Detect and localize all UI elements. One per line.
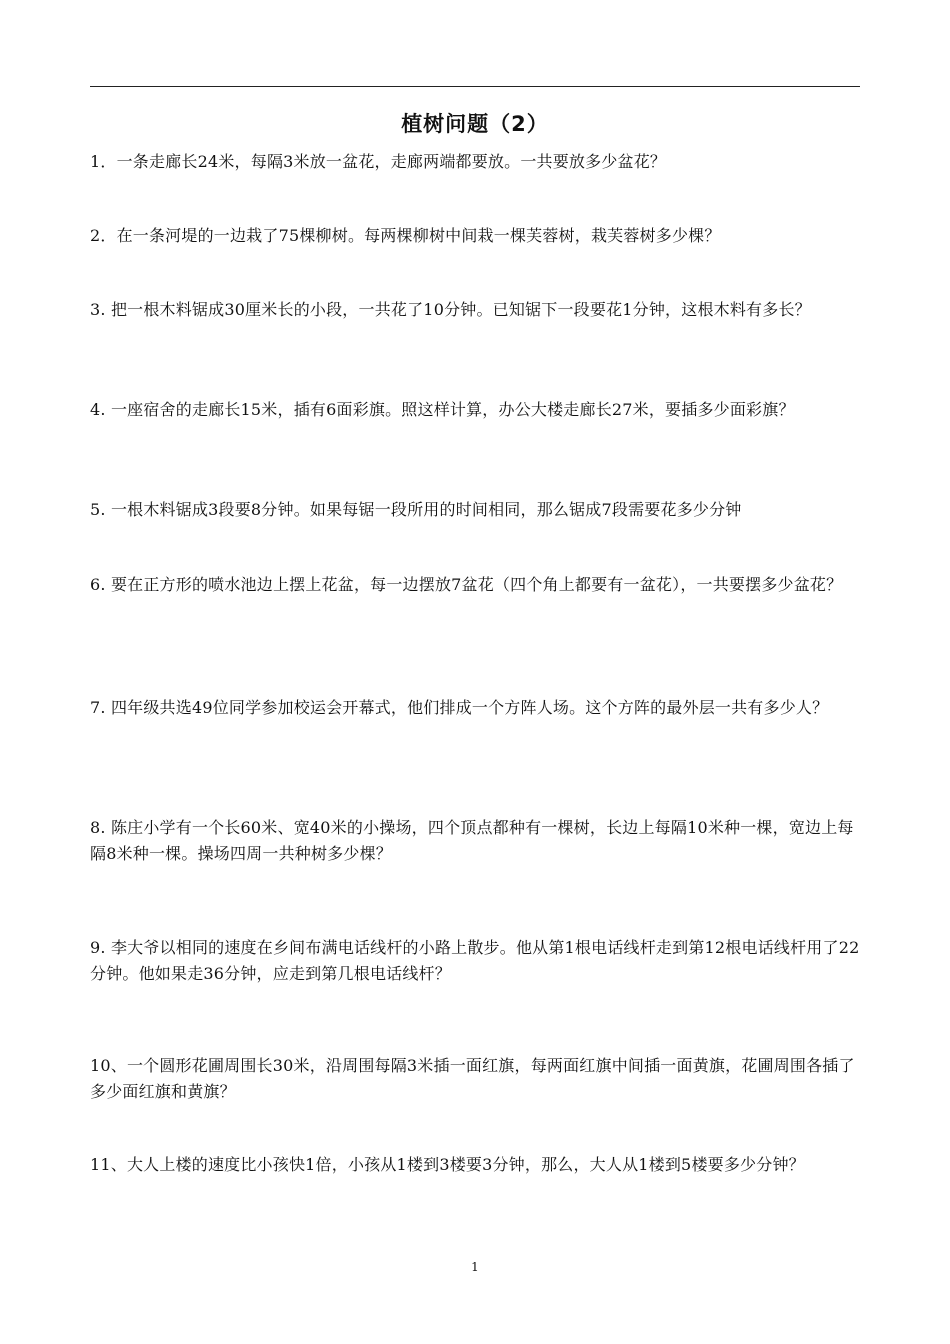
question-1: 1．一条走廊长24米，每隔3米放一盆花，走廊两端都要放。一共要放多少盆花？ (90, 152, 667, 171)
question-3: 3. 把一根木料锯成30厘米长的小段，一共花了10分钟。已知锯下一段要花1分钟，这根木料有多长？ (90, 300, 811, 319)
page-number: 1 (471, 1260, 479, 1274)
page-title: 植树问题（2） (401, 112, 549, 136)
question-5: 5. 一根木料锯成3段要8分钟。如果每锯一段所用的时间相同，那么锯成7段需要花多少分钟 (90, 500, 742, 519)
header-rule (90, 86, 860, 87)
question-4: 4. 一座宿舍的走廊长15米，插有6面彩旗。照这样计算，办公大楼走廊长27米，要插多少面彩旗？ (90, 400, 795, 419)
question-2: 2．在一条河堤的一边栽了75棵柳树。每两棵柳树中间栽一棵芙蓉树，栽芙蓉树多少棵？ (90, 226, 721, 245)
question-9: 9. 李大爷以相同的速度在乡间布满电话线杆的小路上散步。他从第1根电话线杆走到第12根电话线杆用了22分钟。他如果走36分钟，应走到第几根电话线杆？ (90, 938, 860, 983)
question-6: 6. 要在正方形的喷水池边上摆上花盆，每一边摆放7盆花（四个角上都要有一盆花），一共要摆多少盆花？ (90, 575, 843, 594)
question-8: 8. 陈庄小学有一个长60米、宽40米的小操场，四个顶点都种有一棵树，长边上每隔10米种一棵，宽边上每隔8米种一棵。操场四周一共种树多少棵？ (90, 818, 854, 863)
question-7: 7. 四年级共选49位同学参加校运会开幕式，他们排成一个方阵人场。这个方阵的最外层一共有多少人？ (90, 698, 829, 717)
question-11: 11、大人上楼的速度比小孩快1倍，小孩从1楼到3楼要3分钟，那么，大人从1楼到5楼要多少分钟？ (90, 1155, 805, 1174)
question-10: 10、一个圆形花圃周围长30米，沿周围每隔3米插一面红旗，每两面红旗中间插一面黄旗，花圃周围各插了多少面红旗和黄旗？ (90, 1056, 855, 1101)
